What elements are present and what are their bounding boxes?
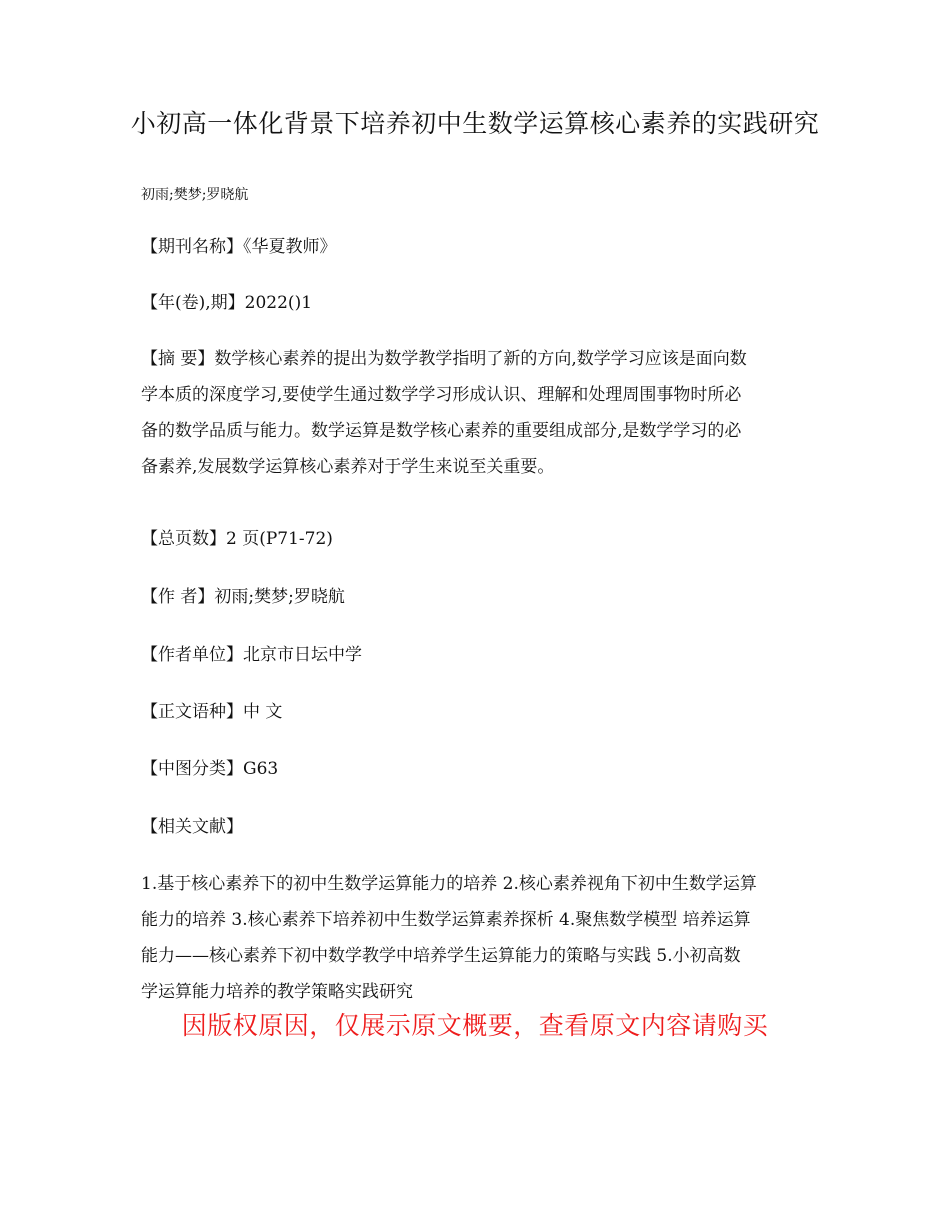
related-field: [141, 812, 821, 842]
affiliation-value: 北京市日坛中学: [243, 645, 362, 665]
abstract-text-2: 学本质的深度学习,要使学生通过数学学习形成认识、理解和处理周围事物时所必: [141, 385, 742, 405]
abstract-line: [141, 341, 817, 377]
journal-field: [141, 232, 821, 262]
related-line-1: 1.基于核心素养下的初中生数学运算能力的培养 2.核心素养视角下初中生数学运算: [141, 874, 757, 894]
copyright-notice: 因版权原因，仅展示原文概要，查看原文内容请购买: [181, 1011, 769, 1040]
abstract-label: 【摘 要】: [141, 349, 215, 369]
year-issue-field: [141, 288, 821, 318]
year-issue-label: 【年(卷),期】: [141, 293, 245, 313]
author-label: 【作 者】: [141, 587, 215, 607]
journal-label: 【期刊名称】: [141, 237, 243, 257]
author-field: [141, 582, 821, 612]
document-title: 小初高一体化背景下培养初中生数学运算核心素养的实践研究: [130, 109, 820, 138]
language-field: [141, 697, 821, 727]
affiliation-label: 【作者单位】: [141, 645, 243, 665]
language-value: 中 文: [243, 702, 283, 722]
pages-field: [141, 524, 821, 554]
abstract-text-3: 备的数学品质与能力。数学运算是数学核心素养的重要组成部分,是数学学习的必: [141, 421, 742, 441]
language-label: 【正文语种】: [141, 702, 243, 722]
related-label: 【相关文献】: [141, 817, 243, 837]
journal-value: 《华夏教师》: [243, 237, 337, 257]
related-list: [141, 866, 817, 1010]
classification-label: 【中图分类】: [141, 759, 243, 779]
abstract-text-4: 备素养,发展数学运算核心素养对于学生来说至关重要。: [141, 457, 555, 477]
related-line-3: 能力——核心素养下初中数学教学中培养学生运算能力的策略与实践 5.小初高数: [141, 946, 741, 966]
abstract-text-1: 数学核心素养的提出为数学教学指明了新的方向,数学学习应该是面向数: [214, 349, 747, 369]
affiliation-field: [141, 640, 821, 670]
authors-line: 初雨;樊梦;罗晓航: [141, 187, 249, 203]
author-value: 初雨;樊梦;罗晓航: [214, 587, 345, 607]
classification-field: [141, 754, 821, 784]
abstract-block: [141, 341, 817, 485]
pages-value: 2 页(P71-72): [226, 529, 333, 549]
pages-label: 【总页数】: [141, 529, 226, 549]
year-issue-value: 2022()1: [244, 293, 313, 313]
classification-value: G63: [243, 759, 279, 779]
related-line-2: 能力的培养 3.核心素养下培养初中生数学运算素养探析 4.聚焦数学模型 培养运算: [141, 910, 751, 930]
related-line-4: 学运算能力培养的教学策略实践研究: [141, 982, 413, 1002]
